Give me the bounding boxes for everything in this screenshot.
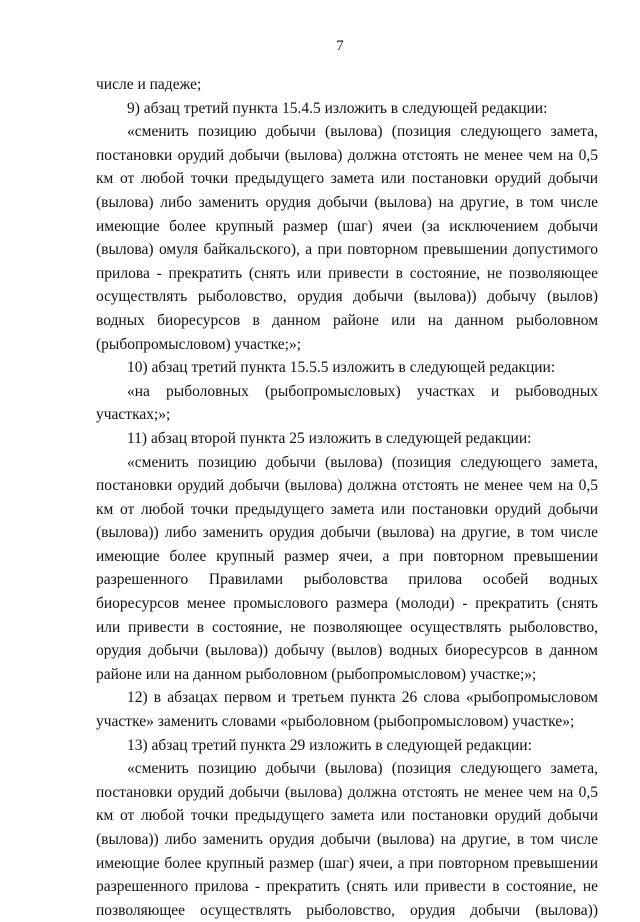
paragraph-item-10: 10) абзац третий пункта 15.5.5 изложить в следующей редакции: [127,359,556,377]
paragraph-item-12: 12) в абзацах первом и третьем пункта 26 слова «рыбопромысловом участке» заменить словами «рыболовном (рыбопромысловом) участке»; [96,689,598,731]
paragraph-quote-29: «сменить позицию добычи (вылова) (позиция следующего замета, постановки орудий добычи (вылова) должна отстоять не менее чем на 0,5 км от любой точки предыдущего замета или постановки орудий добычи (вылова)) либо заменить орудия добычи (вылова) на другие, в том числе имеющие более крупный размер (шаг) ячеи, а при повторном превышении разрешенного прилова - прекратить (снять или привести в состояние, не позволяющее осуществлять рыболовство, орудия добычи (вылова)) [96,760,598,919]
paragraph-quote-15-4-5: «сменить позицию добычи (вылова) (позиция следующего замета, постановки орудий добычи (вылова) должна отстоять не менее чем на 0,5 км от любой точки предыдущего замета или постановки орудий добычи (вылова) либо заменить орудия добычи (вылова) на другие, в том числе имеющие более крупный размер (шаг) ячеи (за исключением добычи (вылова) омуля байкальского), а при повторном превышении допустимого прилова - прекратить (снять или привести в состояние, не позволяющее осуществлять рыболовство, орудия добычи (вылова)) добычу (вылов) водных биоресурсов в данном районе или на данном рыболовном (рыбопромысловом) участке;»; [96,123,598,353]
paragraph-continuation: числе и падеже; [96,76,202,93]
paragraph-item-11: 11) абзац второй пункта 25 изложить в следующей редакции: [127,429,532,447]
paragraph-item-13: 13) абзац третий пункта 29 изложить в следующей редакции: [127,736,532,754]
paragraph-quote-25: «сменить позицию добычи (вылова) (позиция следующего замета, постановки орудий добычи (вылова) должна отстоять не менее чем на 0,5 км от любой точки предыдущего замета или постановки орудий добычи (вылова)) либо заменить орудия добычи (вылова) на другие, в том числе имеющие более крупный размер ячеи, а при повторном превышении разрешенного Правилами рыболовства прилова особей водных биоресурсов менее промыслового размера (молоди) - прекратить (снять или привести в состояние, не позволяющее осуществлять рыболовство, орудия добычи (вылова)) добычу (вылов) водных биоресурсов в данном районе или на данном рыболовном (рыбопромысловом) участке;»; [96,453,598,683]
document-body [96,73,598,922]
page-number: 7 [336,38,344,54]
paragraph-quote-15-5-5: «на рыболовных (рыбопромысловых) участках и рыбоводных участках;»; [96,382,598,424]
paragraph-item-9: 9) абзац третий пункта 15.4.5 изложить в следующей редакции: [127,99,548,117]
